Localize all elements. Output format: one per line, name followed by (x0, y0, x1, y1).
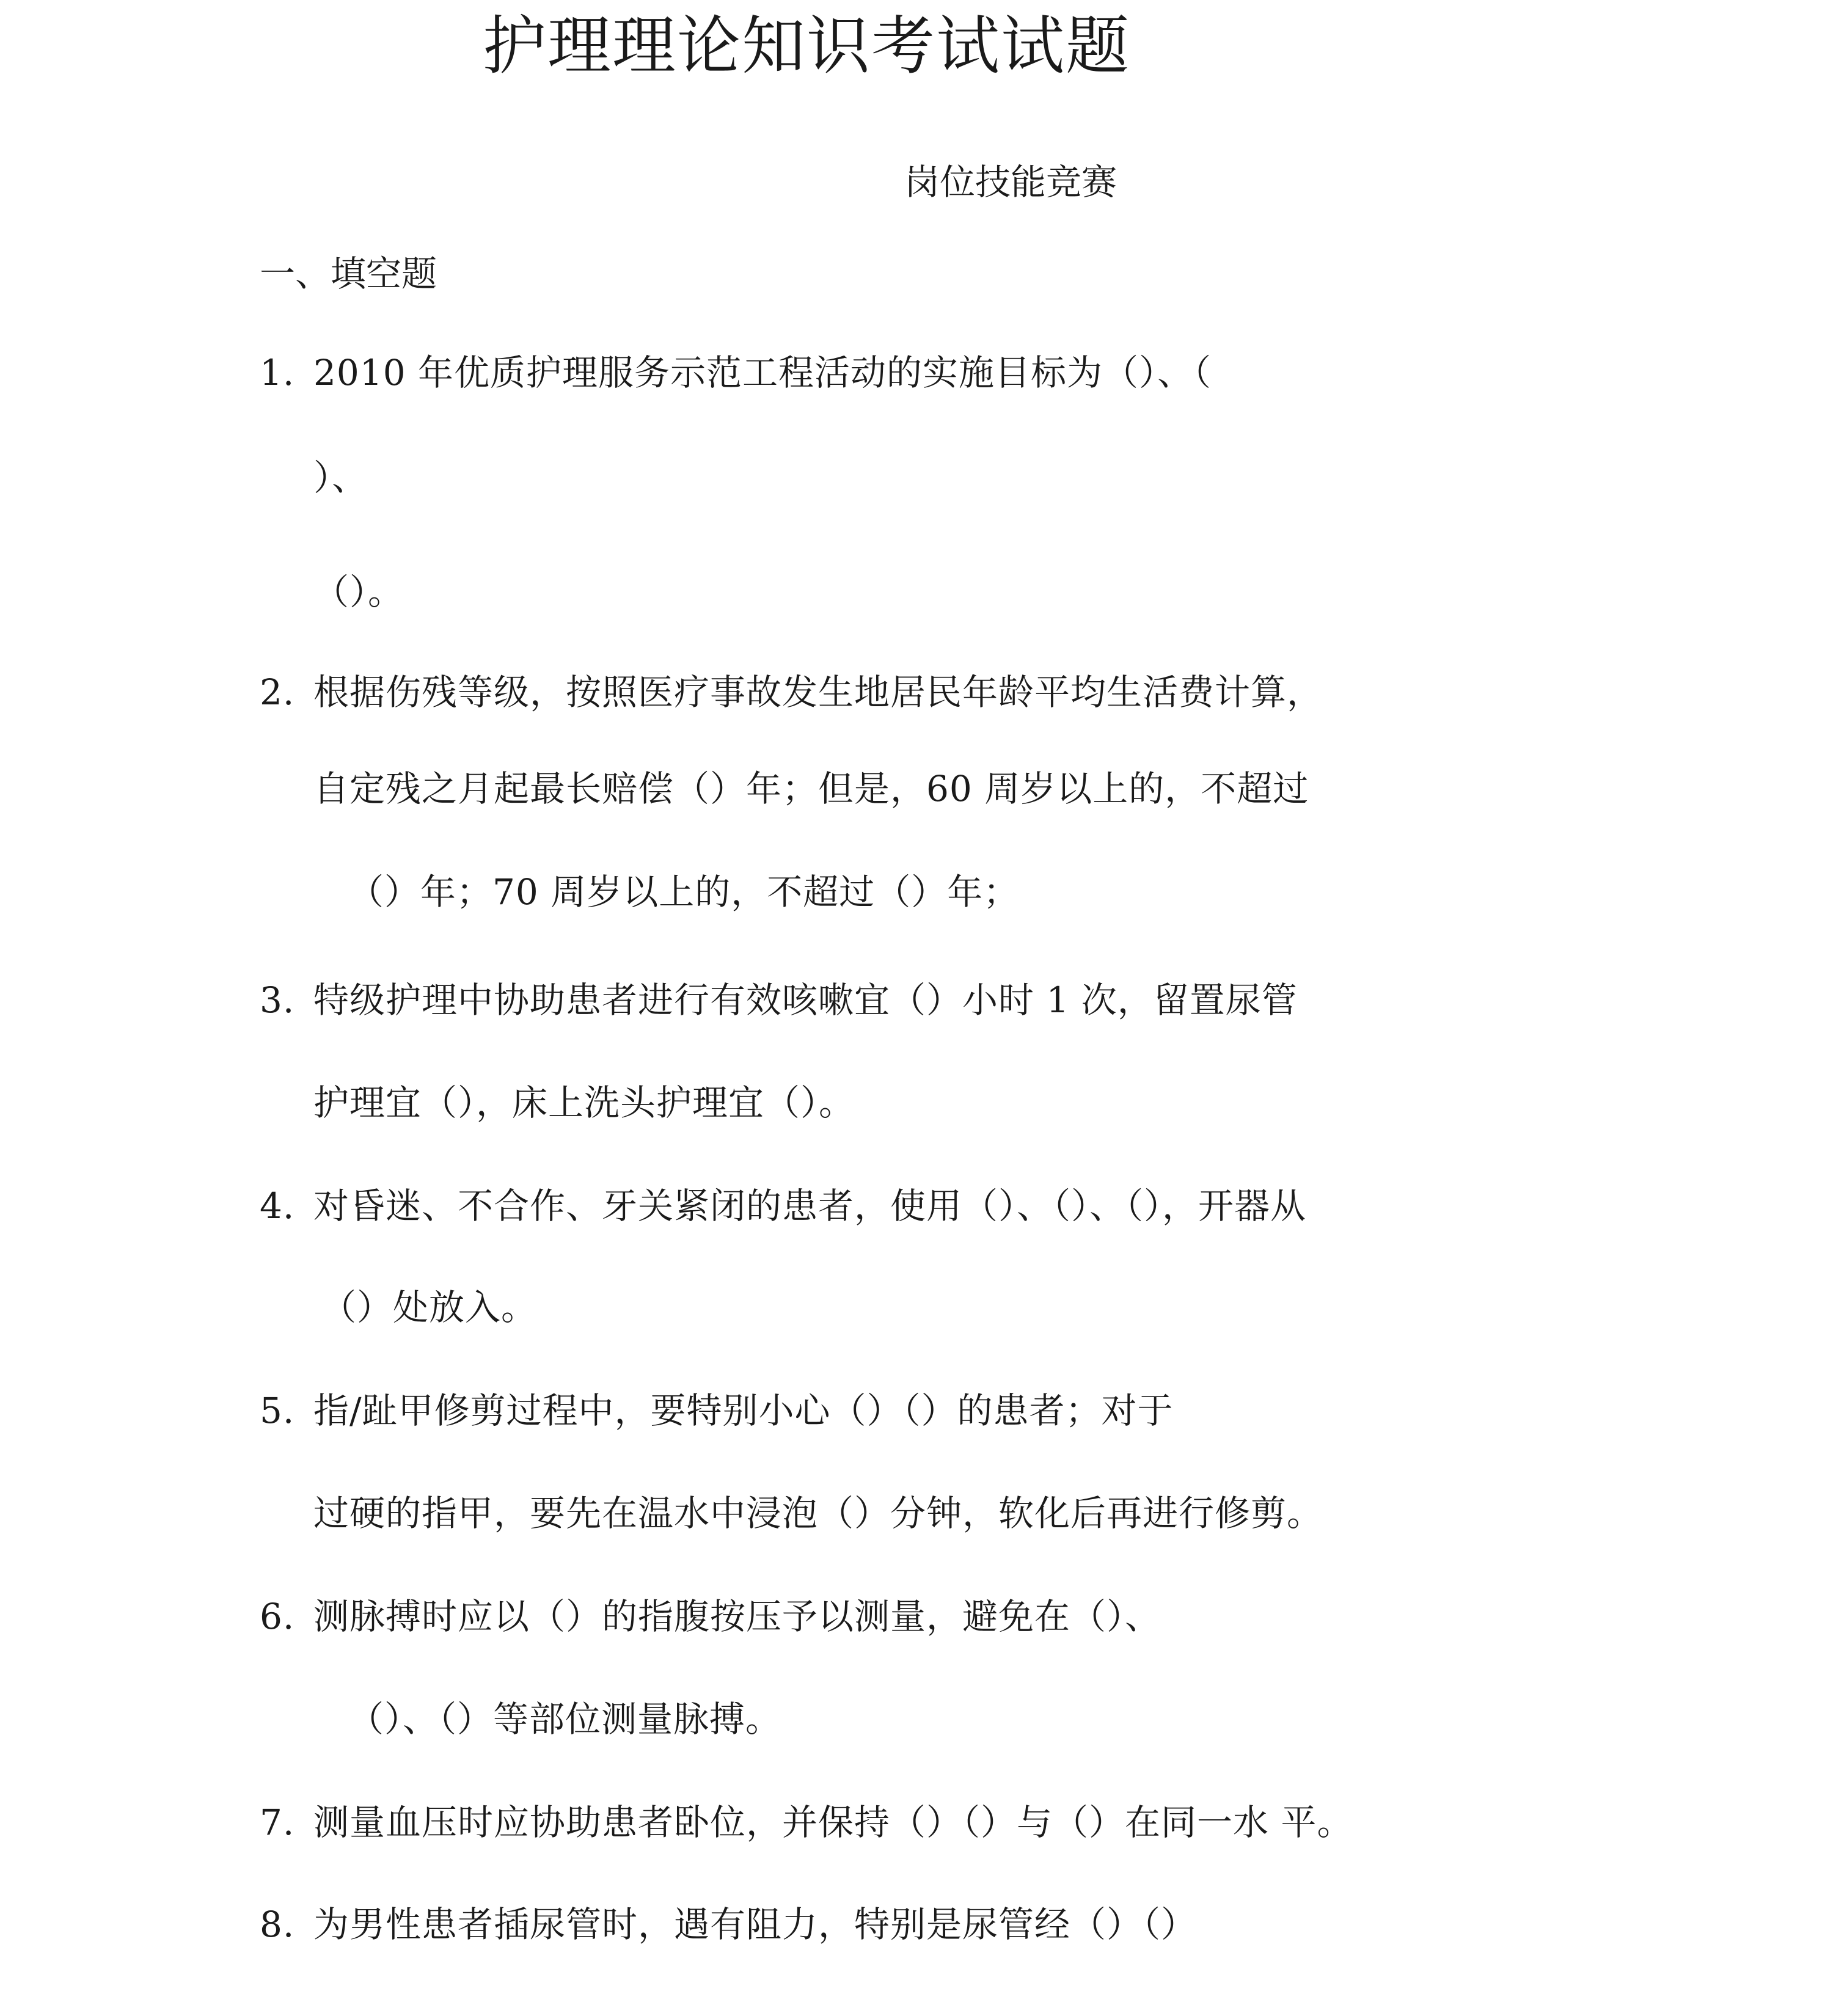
question-5-text-1: 指/趾甲修剪过程中，要特别小心（）（）的患者；对于 (313, 1390, 1174, 1431)
question-6-number: 6. (260, 1596, 295, 1637)
question-3-number: 3. (260, 979, 295, 1021)
question-4-text-1: 对昏迷、不合作、牙关紧闭的患者，使用（）、（）、（），开器从 (313, 1185, 1307, 1227)
question-8-line-1 (260, 1900, 1197, 1949)
document-title: 护理理论知识考试试题 (483, 9, 1131, 83)
question-6-line-1 (260, 1592, 1161, 1641)
question-3-line-1 (260, 976, 1298, 1024)
question-2-line-2: 自定残之月起最长赔偿（）年；但是，60 周岁以上的，不超过 (313, 768, 1309, 809)
question-1-text-1: 2010 年优质护理服务示范工程活动的实施目标为（）、（ (313, 352, 1212, 393)
question-4-line-1 (260, 1181, 1306, 1230)
question-2-line-3: （）年；70 周岁以上的，不超过（）年； (348, 871, 1020, 913)
question-8-number: 8. (260, 1904, 295, 1945)
question-2-text-1: 根据伤残等级，按照医疗事故发生地居民年龄平均生活费计算， (313, 671, 1323, 713)
question-7-text-1: 测量血压时应协助患者卧位，并保持（）（）与（）在同一水 平。 (313, 1802, 1353, 1843)
question-3-text-1: 特级护理中协助患者进行有效咳嗽宜（）小时 1 次，留置尿管 (313, 979, 1298, 1021)
question-2-line-1 (260, 668, 1323, 717)
question-5-number: 5. (260, 1390, 295, 1431)
question-7-number: 7. (260, 1802, 295, 1843)
question-4-line-2: （）处放入。 (321, 1287, 538, 1328)
question-6-text-1: 测脉搏时应以（）的指腹按压予以测量，避免在（）、 (313, 1596, 1161, 1637)
section-heading: 一、填空题 (260, 253, 437, 294)
question-1-line-1 (260, 348, 1212, 397)
question-5-line-2: 过硬的指甲，要先在温水中浸泡（）分钟，软化后再进行修剪。 (313, 1492, 1323, 1534)
question-1-number: 1. (260, 352, 295, 393)
question-7-line-1 (260, 1798, 1353, 1847)
question-4-number: 4. (260, 1185, 295, 1227)
question-6-line-2: （）、（）等部位测量脉搏。 (348, 1698, 782, 1740)
question-1-line-2: ）、 (313, 457, 368, 499)
question-2-number: 2. (260, 671, 295, 713)
question-1-line-3: （）。 (313, 571, 404, 613)
question-5-line-1 (260, 1386, 1174, 1435)
document-subtitle: 岗位技能竞赛 (904, 161, 1117, 203)
question-3-line-2: 护理宜（），床上洗头护理宜（）。 (313, 1082, 855, 1123)
question-8-text-1: 为男性患者插尿管时，遇有阻力，特别是尿管经（）（） (313, 1904, 1198, 1945)
